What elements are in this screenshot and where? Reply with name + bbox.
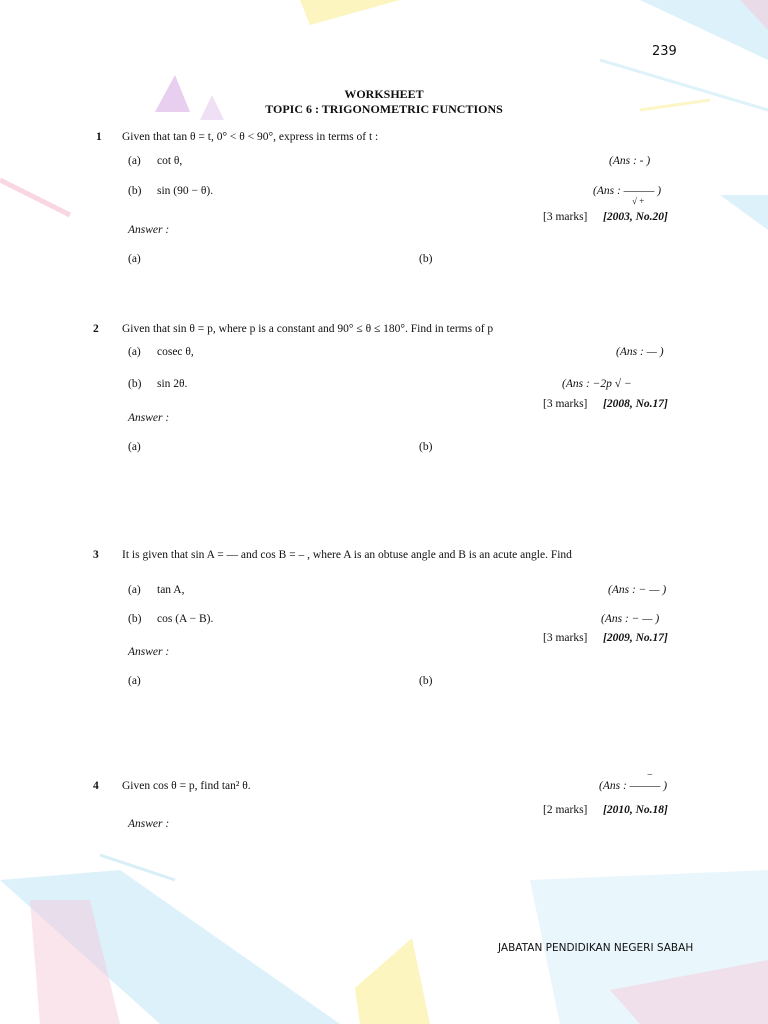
marks: [3 marks] bbox=[543, 632, 588, 644]
marks: [3 marks] bbox=[543, 211, 588, 223]
exam-reference: [2010, No.18] bbox=[603, 804, 668, 816]
marks: [2 marks] bbox=[543, 804, 588, 816]
answer-hint: (Ans : — ) bbox=[616, 346, 664, 358]
answer-label: Answer : bbox=[128, 412, 170, 424]
question-stem: Given that tan θ = t, 0° < θ < 90°, express in terms of t : bbox=[122, 131, 379, 143]
answer-hint: (Ans : − — ) bbox=[608, 584, 667, 596]
pink-line-left bbox=[0, 180, 70, 215]
part-text: sin 2θ. bbox=[157, 378, 188, 390]
question-stem: It is given that sin A = — and cos B = – , where A is an obtuse angle and B is an acute angle. Find bbox=[122, 549, 572, 561]
yellow-triangle-bottom bbox=[355, 938, 430, 1024]
question-number: 2 bbox=[93, 323, 99, 335]
answer-label: Answer : bbox=[128, 224, 170, 236]
answer-hint: (Ans : - ) bbox=[609, 155, 651, 167]
part-text: cot θ, bbox=[157, 155, 183, 167]
page-number: 239 bbox=[652, 44, 677, 59]
part-label: (a) bbox=[128, 584, 141, 596]
work-label-a: (a) bbox=[128, 441, 141, 453]
footer-text: JABATAN PENDIDIKAN NEGERI SABAH bbox=[498, 942, 694, 954]
marks: [3 marks] bbox=[543, 398, 588, 410]
part-text: cos (A − B). bbox=[157, 613, 214, 625]
answer-numerator: − bbox=[647, 770, 653, 781]
answer-hint: (Ans : −2p √ − bbox=[562, 378, 632, 390]
question-stem: Given cos θ = p, find tan² θ. bbox=[122, 780, 251, 792]
work-label-a: (a) bbox=[128, 253, 141, 265]
part-text: sin (90 − θ). bbox=[157, 185, 214, 197]
answer-label: Answer : bbox=[128, 646, 170, 658]
worksheet-title: WORKSHEET bbox=[344, 87, 424, 101]
exam-reference: [2009, No.17] bbox=[603, 632, 668, 644]
question-number: 3 bbox=[93, 549, 99, 561]
work-label-b: (b) bbox=[419, 441, 433, 453]
answer-hint: (Ans : ——— ) bbox=[599, 780, 668, 792]
work-label-b: (b) bbox=[419, 675, 433, 687]
part-label: (b) bbox=[128, 185, 142, 197]
part-text: cosec θ, bbox=[157, 346, 194, 358]
question-number: 4 bbox=[93, 780, 99, 792]
blue-band-right bbox=[720, 195, 768, 230]
question-number: 1 bbox=[96, 131, 102, 143]
part-label: (b) bbox=[128, 613, 142, 625]
worksheet-subtitle: TOPIC 6 : TRIGONOMETRIC FUNCTIONS bbox=[265, 102, 503, 116]
answer-hint: (Ans : − — ) bbox=[601, 613, 660, 625]
yellow-triangle-shape bbox=[300, 0, 400, 25]
exam-reference: [2003, No.20] bbox=[603, 211, 668, 223]
part-label: (a) bbox=[128, 346, 141, 358]
exam-reference: [2008, No.17] bbox=[603, 398, 668, 410]
answer-hint: (Ans : ——— ) bbox=[593, 185, 662, 197]
part-label: (b) bbox=[128, 378, 142, 390]
work-label-b: (b) bbox=[419, 253, 433, 265]
work-label-a: (a) bbox=[128, 675, 141, 687]
question-stem: Given that sin θ = p, where p is a constant and 90° ≤ θ ≤ 180°. Find in terms of p bbox=[122, 323, 494, 335]
part-text: tan A, bbox=[157, 584, 185, 596]
radical-sign: √ + bbox=[632, 196, 645, 206]
part-label: (a) bbox=[128, 155, 141, 167]
answer-label: Answer : bbox=[128, 818, 170, 830]
